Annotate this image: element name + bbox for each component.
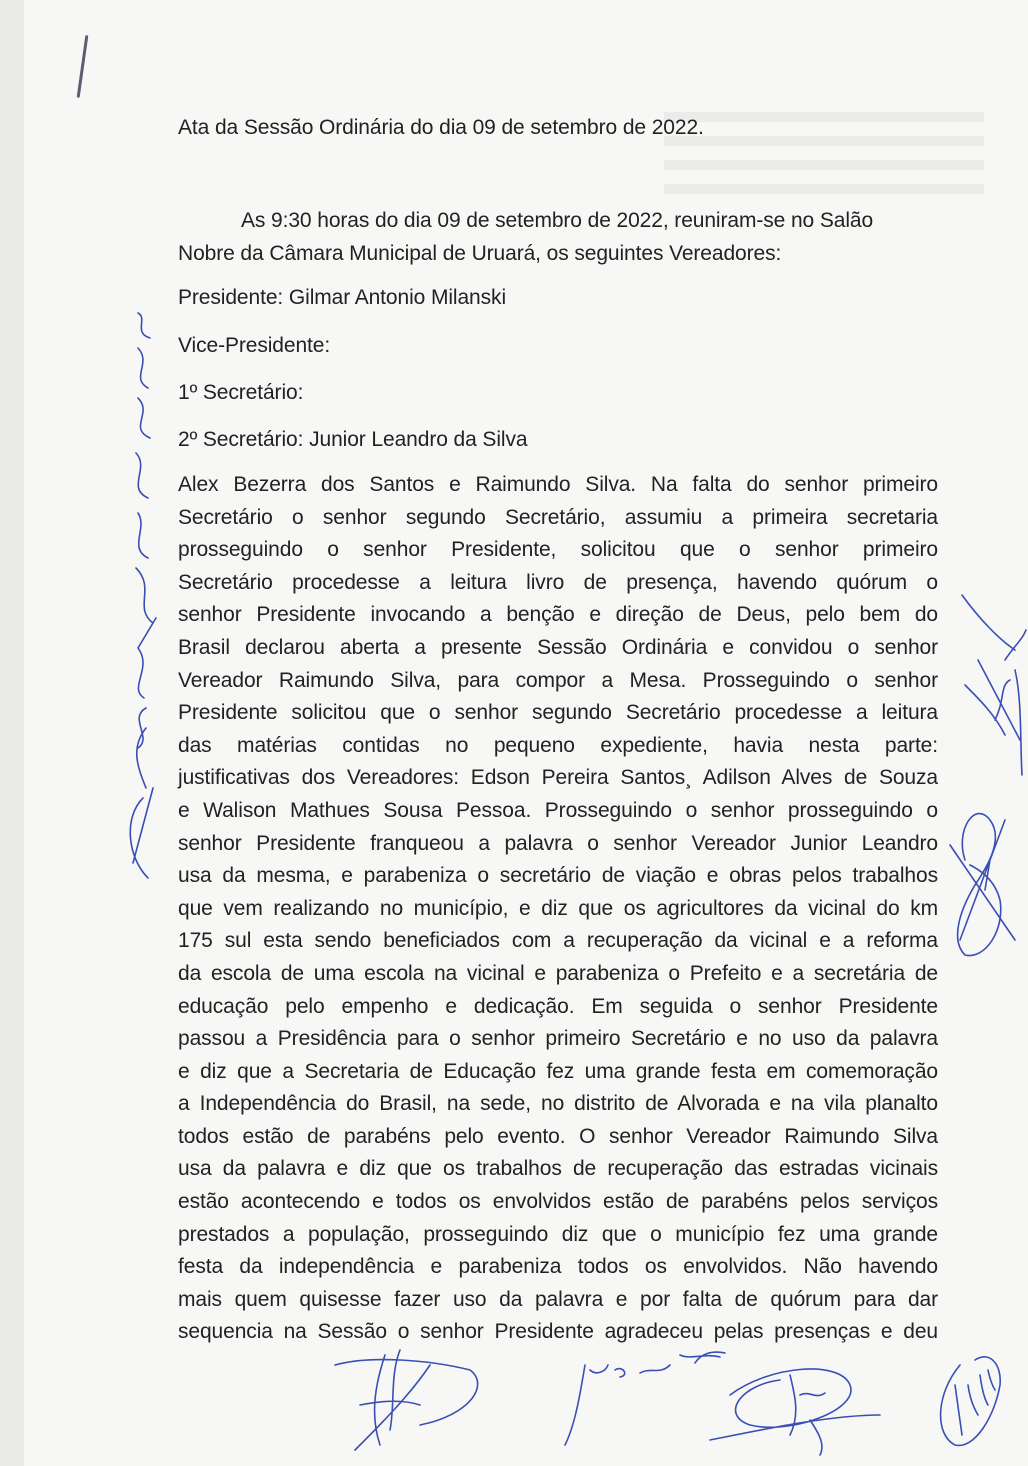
role-label: Vice-Presidente: [178,334,331,357]
body-line: das matérias contidas no pequeno expediente, havia nesta parte: [178,733,938,757]
body-line: que vem realizando no município, e diz que os agricultores da vicinal do km [178,896,938,920]
body-line: Alex Bezerra dos Santos e Raimundo Silva. Na falta do senhor primeiro [178,473,938,496]
body-line: estão acontecendo e todos os envolvidos estão de parabéns pelos serviços [178,1190,938,1214]
body-line: usa da palavra e diz que os trabalhos de recuperação das estradas vicinais [178,1157,938,1181]
board-member-vice-president [178,330,330,363]
member-name: Gilmar Antonio Milanski [288,286,507,309]
board-member-first-secretary [178,377,303,410]
margin-signature [108,318,168,898]
body-line: Brasil declarou aberta a presente Sessão Ordinária e convidou o senhor [178,635,938,659]
body-line: Secretário o senhor segundo Secretário, assumiu a primeira secretaria [178,505,938,529]
body-line: senhor Presidente invocando a benção e direção de Deus, pelo bem do [178,603,938,627]
body-line: prestados a população, prosseguindo diz que o município fez uma grande [178,1222,938,1246]
role-label: Presidente: [178,286,284,309]
body-line: educação pelo empenho e dedicação. Em seguida o senhor Presidente [178,994,938,1018]
role-label: 2º Secretário: [178,428,304,451]
document-title: Ata da Sessão Ordinária do dia 09 de setembro de 2022. [178,116,704,139]
body-line: todos estão de parabéns pelo evento. O senhor Vereador Raimundo Silva [178,1124,938,1148]
board-member-president [178,282,506,315]
opening-paragraph [178,205,938,270]
body-line: festa da independência e parabeniza todos os envolvidos. Não havendo [178,1255,938,1279]
body-line: e diz que a Secretaria de Educação fez uma grande festa em comemoração [178,1059,938,1083]
opening-line: Nobre da Câmara Municipal de Uruará, os seguintes Vereadores: [178,241,782,265]
body-line: 175 sul esta sendo beneficiados com a recuperação da vicinal e a reforma [178,929,938,953]
right-margin-signature-upper [960,590,1028,780]
body-line: Secretário procedesse a leitura livro de presença, havendo quórum o [178,570,938,594]
bleed-through-text [664,112,984,202]
role-label: 1º Secretário: [178,381,304,404]
board-member-second-secretary [178,424,527,457]
right-margin-signature-lower [945,790,1028,960]
bottom-signature-4 [930,1345,1010,1450]
body-line: a Independência do Brasil, na sede, no distrito de Alvorada e na vila planalto [178,1092,938,1116]
body-line: e Walison Mathues Sousa Pessoa. Prosseguindo o senhor prosseguindo o [178,798,938,822]
body-line: usa da mesma, e parabeniza o secretário de viação e obras pelos trabalhos [178,864,938,888]
body-line: Vereador Raimundo Silva, para compor a Mesa. Prosseguindo o senhor [178,668,938,692]
member-name: Junior Leandro da Silva [309,428,528,451]
minutes-body [178,469,938,1349]
body-line: mais quem quisesse fazer uso da palavra e por falta de quórum para dar [178,1287,938,1311]
body-line: prosseguindo o senhor Presidente, solicitou que o senhor primeiro [178,538,938,562]
body-line: passou a Presidência para o senhor primeiro Secretário e no uso da palavra [178,1027,938,1051]
opening-line: As 9:30 horas do dia 09 de setembro de 2022, reuniram-se no Salão [241,209,874,232]
bottom-signature-1 [330,1345,490,1455]
body-line: sequencia na Sessão o senhor Presidente agradeceu pelas presenças e deu [178,1320,938,1344]
body-line: da escola de uma escola na vicinal e parabeniza o Prefeito e a secretária de [178,961,938,985]
body-line: senhor Presidente franqueou a palavra o senhor Vereador Junior Leandro [178,831,938,855]
pen-mark [77,35,89,98]
bottom-signature-3 [690,1345,890,1460]
body-line: justificativas dos Vereadores: Edson Pereira Santos¸ Adilson Alves de Souza [178,766,938,790]
body-line: Presidente solicitou que o senhor segundo Secretário procedesse a leitura [178,701,938,725]
